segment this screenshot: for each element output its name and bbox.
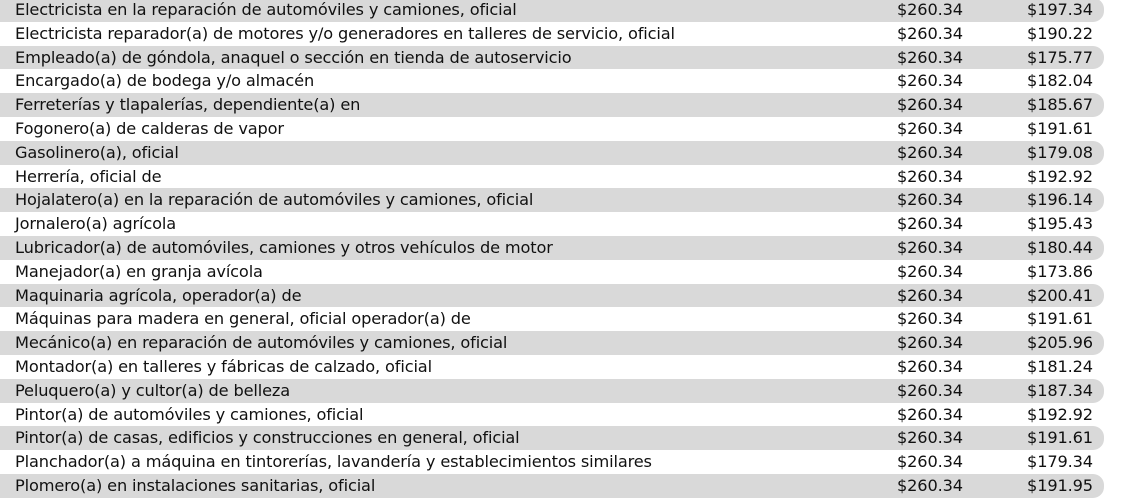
table-row [0,355,1104,379]
amount-cell: $191.61 [1027,428,1093,448]
amount-cell: $191.61 [1027,118,1093,138]
minimum-wage-cell: $260.34 [897,23,963,43]
table-row [0,331,1104,355]
occupation-cell: Manejador(a) en granja avícola [15,261,263,281]
amount-cell: $192.92 [1027,404,1093,424]
occupation-cell: Pintor(a) de automóviles y camiones, oficial [15,404,364,424]
table-row [0,403,1104,427]
occupation-cell: Pintor(a) de casas, edificios y construcciones en general, oficial [15,428,520,448]
amount-cell: $192.92 [1027,166,1093,186]
minimum-wage-cell: $260.34 [897,142,963,162]
amount-cell: $182.04 [1027,71,1093,91]
minimum-wage-cell: $260.34 [897,333,963,353]
minimum-wage-cell: $260.34 [897,0,963,19]
amount-cell: $196.14 [1027,190,1093,210]
table-row [0,450,1104,474]
occupation-cell: Herrería, oficial de [15,166,162,186]
amount-cell: $173.86 [1027,261,1093,281]
minimum-wage-cell: $260.34 [897,452,963,472]
occupation-cell: Hojalatero(a) en la reparación de automóviles y camiones, oficial [15,190,534,210]
table-row [0,117,1104,141]
table-row [0,284,1104,308]
minimum-wage-cell: $260.34 [897,475,963,495]
minimum-wage-cell: $260.34 [897,95,963,115]
amount-cell: $197.34 [1027,0,1093,19]
occupation-cell: Electricista en la reparación de automóviles y camiones, oficial [15,0,517,19]
occupation-cell: Mecánico(a) en reparación de automóviles y camiones, oficial [15,333,508,353]
minimum-wage-cell: $260.34 [897,428,963,448]
minimum-wage-cell: $260.34 [897,237,963,257]
table-row [0,474,1104,498]
table-row [0,260,1104,284]
table-row [0,141,1104,165]
occupation-cell: Electricista reparador(a) de motores y/o generadores en talleres de servicio, oficial [15,23,675,43]
table-row [0,307,1104,331]
amount-cell: $181.24 [1027,356,1093,376]
minimum-wage-cell: $260.34 [897,380,963,400]
amount-cell: $191.61 [1027,309,1093,329]
table-row [0,426,1104,450]
minimum-wage-cell: $260.34 [897,356,963,376]
amount-cell: $180.44 [1027,237,1093,257]
minimum-wage-cell: $260.34 [897,404,963,424]
occupation-cell: Maquinaria agrícola, operador(a) de [15,285,302,305]
table-row [0,236,1104,260]
table-row [0,165,1104,189]
minimum-wage-cell: $260.34 [897,166,963,186]
amount-cell: $200.41 [1027,285,1093,305]
amount-cell: $191.95 [1027,475,1093,495]
minimum-wage-cell: $260.34 [897,285,963,305]
occupation-cell: Montador(a) en talleres y fábricas de calzado, oficial [15,356,432,376]
amount-cell: $175.77 [1027,47,1093,67]
occupation-cell: Empleado(a) de góndola, anaquel o sección en tienda de autoservicio [15,47,572,67]
minimum-wage-cell: $260.34 [897,214,963,234]
occupation-cell: Plomero(a) en instalaciones sanitarias, oficial [15,475,376,495]
amount-cell: $179.34 [1027,452,1093,472]
table-row [0,0,1104,22]
amount-cell: $185.67 [1027,95,1093,115]
table-row [0,46,1104,70]
table-row [0,212,1104,236]
amount-cell: $187.34 [1027,380,1093,400]
occupation-cell: Máquinas para madera en general, oficial operador(a) de [15,309,471,329]
minimum-wage-cell: $260.34 [897,47,963,67]
table-row [0,22,1104,46]
minimum-wage-cell: $260.34 [897,118,963,138]
occupation-cell: Jornalero(a) agrícola [15,214,177,234]
amount-cell: $190.22 [1027,23,1093,43]
table-row [0,188,1104,212]
occupation-cell: Lubricador(a) de automóviles, camiones y otros vehículos de motor [15,237,553,257]
minimum-wage-cell: $260.34 [897,309,963,329]
table-row [0,93,1104,117]
occupation-cell: Ferreterías y tlapalerías, dependiente(a) en [15,95,361,115]
amount-cell: $195.43 [1027,214,1093,234]
occupation-cell: Fogonero(a) de calderas de vapor [15,118,284,138]
minimum-wage-cell: $260.34 [897,261,963,281]
amount-cell: $205.96 [1027,333,1093,353]
table-row [0,69,1104,93]
occupation-cell: Peluquero(a) y cultor(a) de belleza [15,380,291,400]
table-row [0,379,1104,403]
occupation-cell: Planchador(a) a máquina en tintorerías, lavandería y establecimientos similares [15,452,652,472]
amount-cell: $179.08 [1027,142,1093,162]
occupation-cell: Gasolinero(a), oficial [15,142,179,162]
minimum-wage-cell: $260.34 [897,71,963,91]
minimum-wage-cell: $260.34 [897,190,963,210]
occupation-cell: Encargado(a) de bodega y/o almacén [15,71,315,91]
